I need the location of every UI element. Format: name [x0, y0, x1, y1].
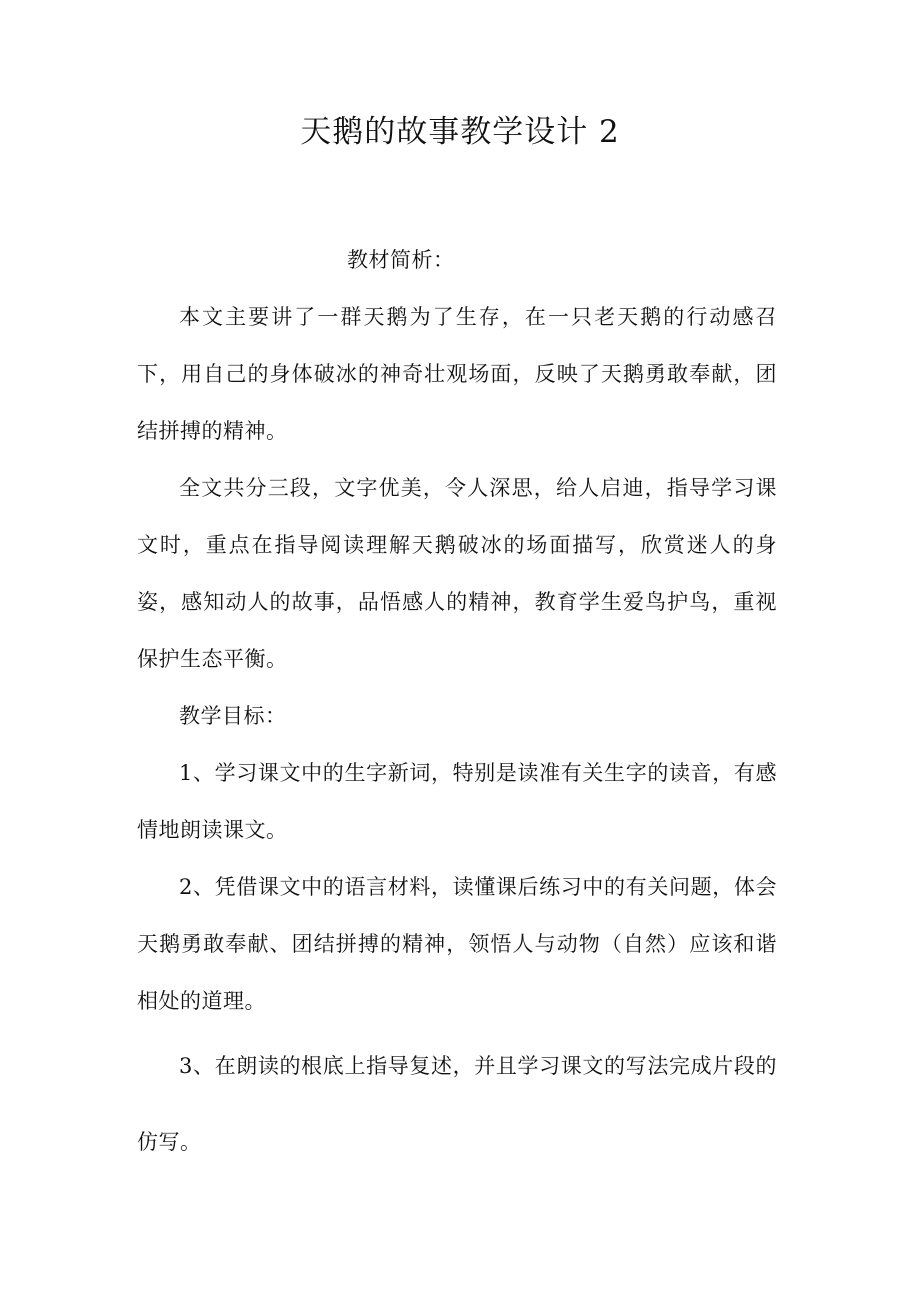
document-title: 天鹅的故事教学设计 2	[300, 114, 620, 150]
analysis-heading: 教材简析：	[347, 248, 455, 272]
document-body	[137, 232, 777, 1180]
objectives-heading: 教学目标：	[179, 704, 287, 728]
analysis-paragraph-2: 全文共分三段，文字优美，令人深思，给人启迪，指导学习课文时，重点在指导阅读理解天鹅破冰的场面描写，欣赏迷人的身姿，感知动人的故事，品悟感人的精神，教育学生爱鸟护鸟，重视保护生态平衡。	[137, 476, 777, 671]
objective-item-3: 3、在朗读的根底上指导复述，并且学习课文的写法完成片段的仿写。	[137, 1054, 777, 1154]
analysis-paragraph-1: 本文主要讲了一群天鹅为了生存，在一只老天鹅的行动感召下，用自己的身体破冰的神奇壮观场面，反映了天鹅勇敢奉献，团结拼搏的精神。	[137, 305, 777, 443]
objective-item-1: 1、学习课文中的生字新词，特别是读准有关生字的读音，有感情地朗读课文。	[137, 761, 777, 842]
objective-item-2: 2、凭借课文中的语言材料，读懂课后练习中的有关问题，体会天鹅勇敢奉献、团结拼搏的精神，领悟人与动物（自然）应该和谐相处的道理。	[137, 875, 777, 1013]
